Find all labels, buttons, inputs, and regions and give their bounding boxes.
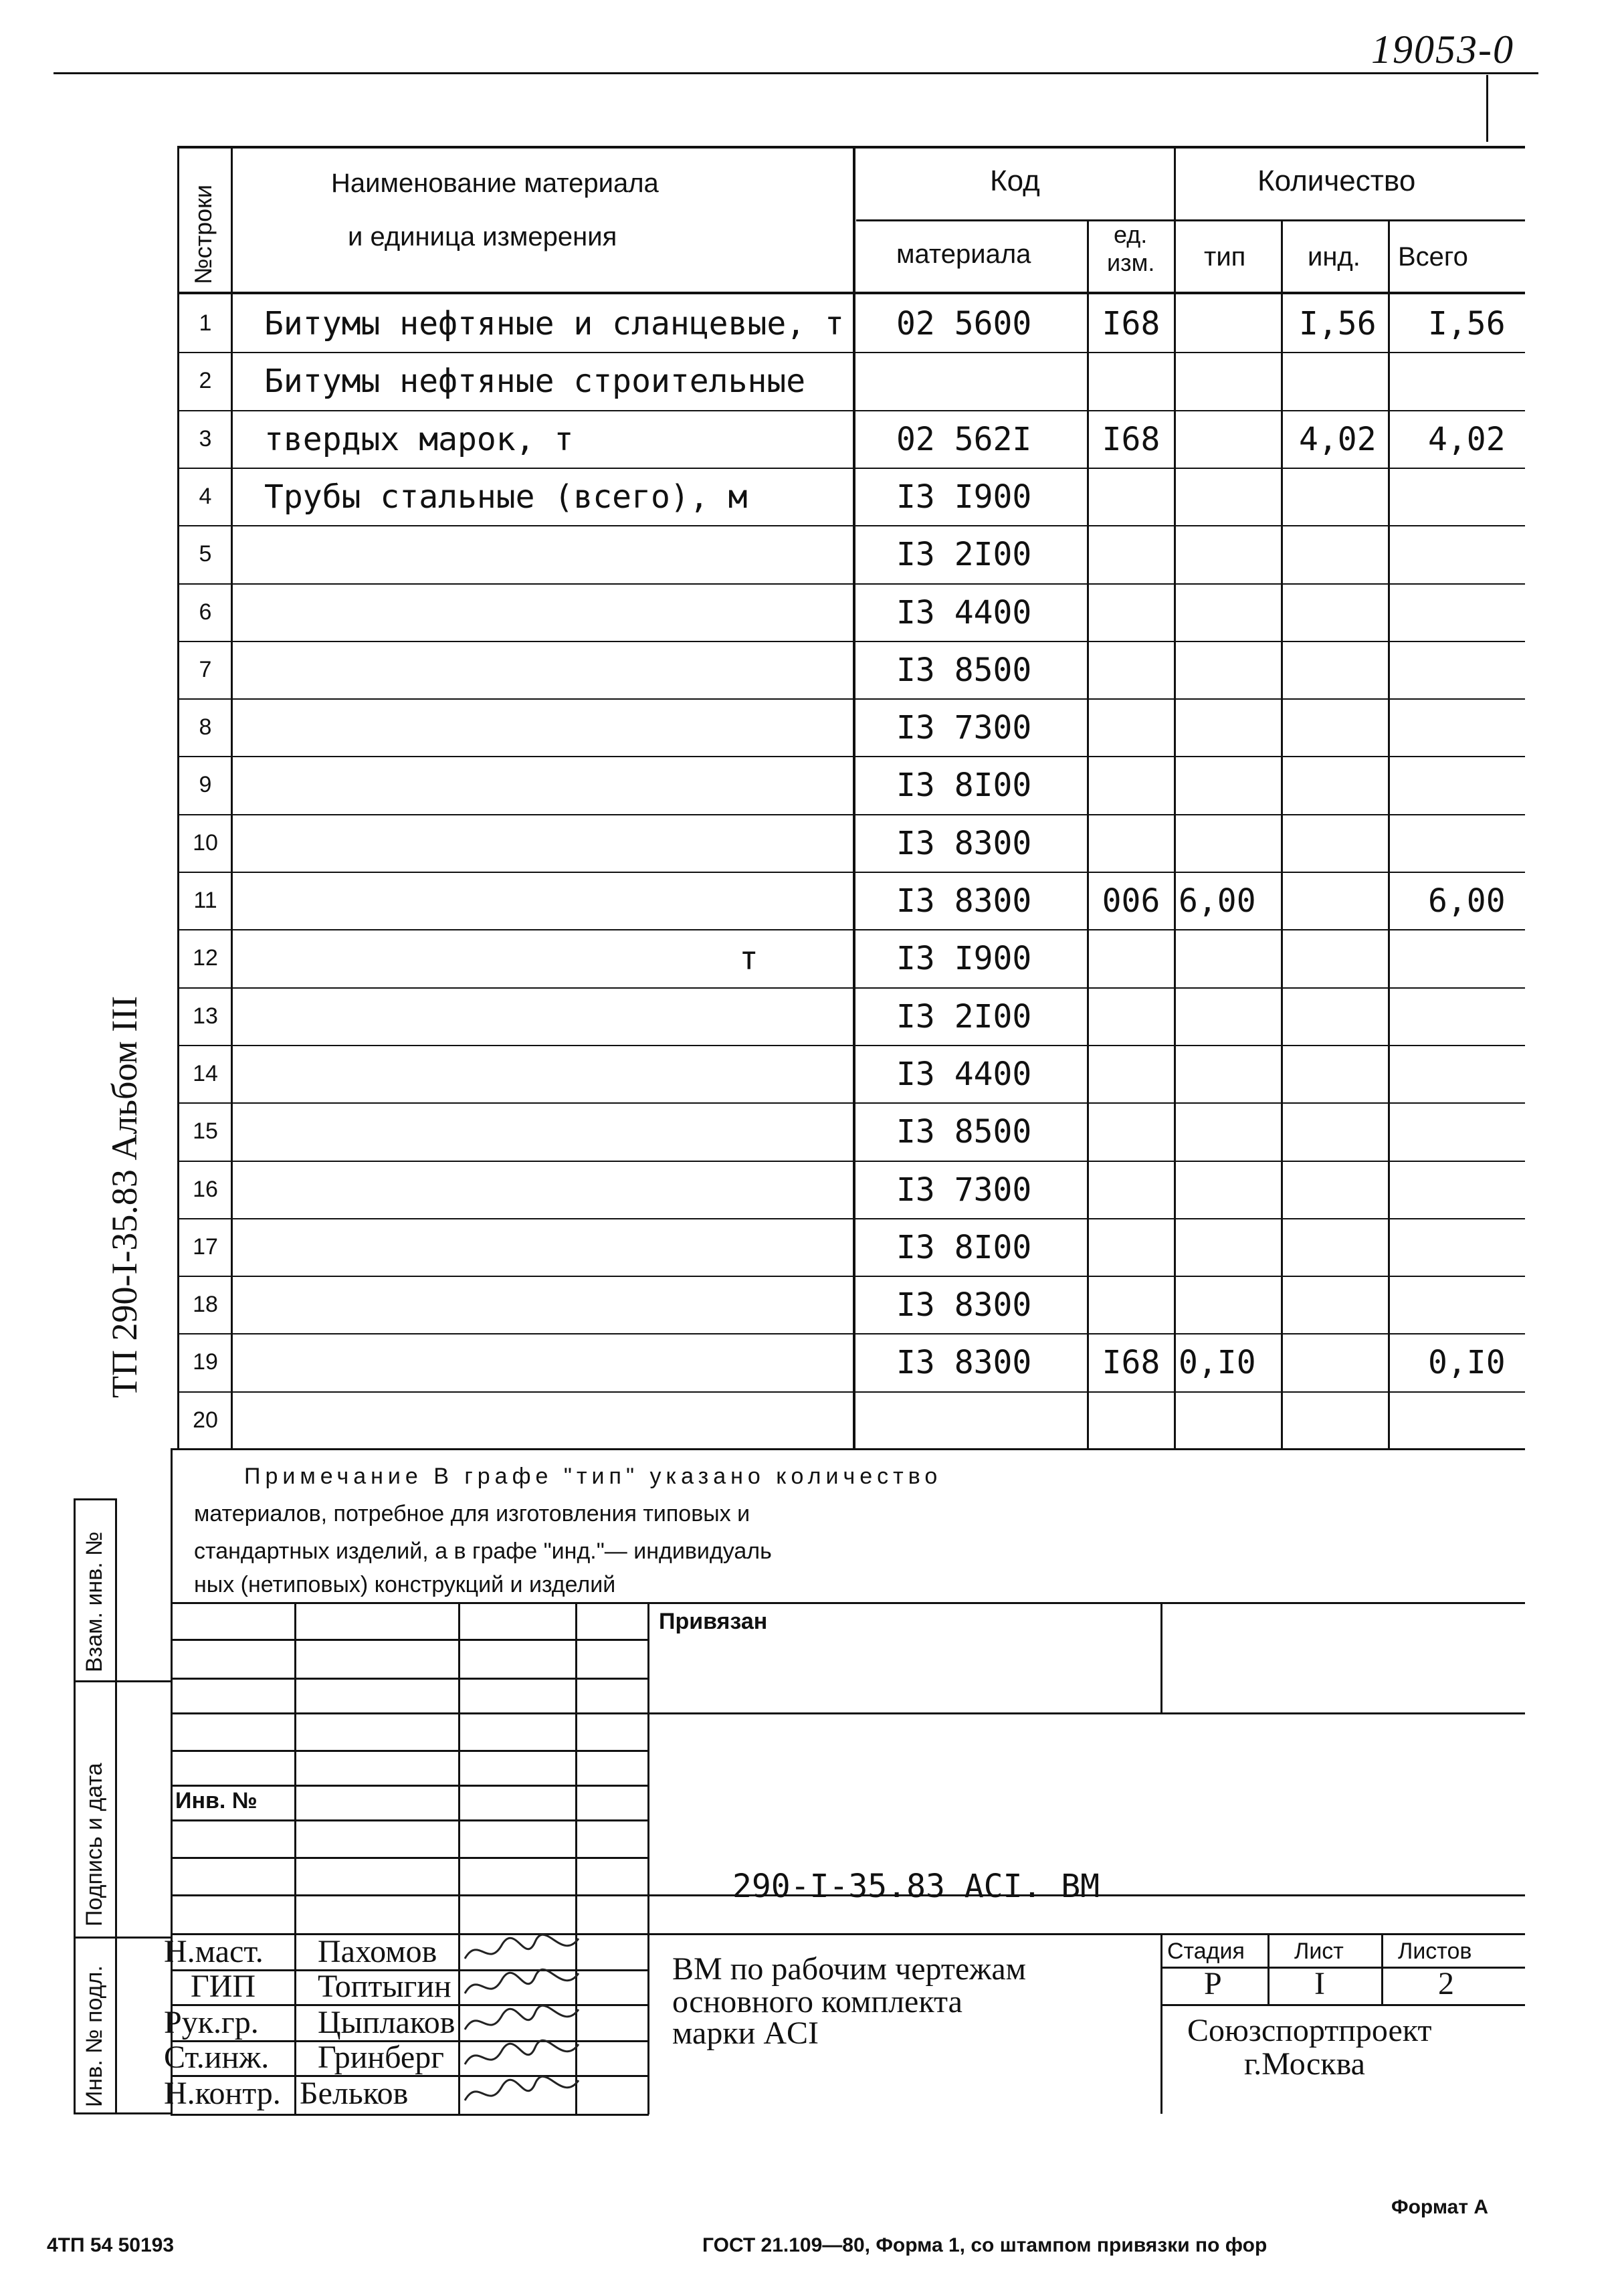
row-number: 7 — [199, 657, 212, 682]
material-code: I3 8300 — [896, 882, 1032, 920]
row-number: 16 — [193, 1177, 218, 1202]
material-name-header-2: и единица измерения — [348, 222, 617, 252]
stage-value: Р — [1204, 1966, 1222, 2001]
signer-name: Цыплаков — [318, 2005, 455, 2040]
row-divider — [177, 641, 1525, 642]
qty-total: 4,02 — [1428, 421, 1506, 458]
document-number: 19053-0 — [1371, 27, 1514, 72]
qty-ind: 4,02 — [1299, 421, 1377, 458]
row-number: 9 — [199, 772, 212, 797]
code-unit-header-1: ед. — [1114, 221, 1148, 248]
signer-role: Н.маст. — [164, 1934, 264, 1969]
row-divider — [177, 987, 1525, 989]
footer-format: Формат А — [1391, 2196, 1489, 2218]
stage-label: Стадия — [1167, 1939, 1245, 1964]
qty-ind: I,56 — [1299, 305, 1377, 342]
row-number: 5 — [199, 541, 212, 567]
sheet-value: I — [1314, 1966, 1325, 2001]
row-number: 15 — [193, 1118, 218, 1144]
qty-ind-header: инд. — [1308, 242, 1360, 272]
row-divider — [177, 525, 1525, 526]
material-code: I3 7300 — [896, 1171, 1032, 1209]
material-code: 02 5600 — [896, 305, 1032, 342]
row-number: 20 — [193, 1407, 218, 1433]
sheets-label: Листов — [1398, 1939, 1472, 1964]
row-divider — [177, 1161, 1525, 1162]
row-divider — [177, 872, 1525, 873]
qty-type: 0,I0 — [1179, 1344, 1256, 1381]
material-name-header-1: Наименование материала — [331, 169, 659, 198]
note-line-2: материалов, потребное для изготовления типовых и — [194, 1501, 750, 1526]
stamp-title-1: ВМ по рабочим чертежам — [672, 1951, 1027, 1987]
row-divider — [177, 1333, 1525, 1334]
signer-name: Пахомов — [318, 1934, 437, 1969]
material-name: Битумы нефтяные и сланцевые, т — [264, 305, 844, 342]
row-number: 8 — [199, 714, 212, 740]
sheets-value: 2 — [1438, 1966, 1454, 2001]
stamp-title-3: марки ACI — [672, 2015, 819, 2051]
unit-code: 006 — [1102, 882, 1160, 920]
material-code: I3 4400 — [896, 1056, 1032, 1093]
document-code: 290-I-35.83 ACI. BM — [732, 1868, 1100, 1905]
material-code: I3 I900 — [896, 478, 1032, 516]
signer-role: Ст.инж. — [164, 2040, 270, 2075]
row-number: 4 — [199, 484, 212, 509]
privyazan-label: Привязан — [659, 1609, 768, 1634]
code-unit-header-2: изм. — [1107, 249, 1155, 276]
qty-total-header: Всего — [1398, 242, 1468, 272]
material-code: I3 2I00 — [896, 998, 1032, 1035]
code-header: Код — [990, 165, 1040, 197]
row-number: 2 — [199, 368, 212, 393]
material-code: I3 8300 — [896, 825, 1032, 862]
row-divider — [177, 929, 1525, 930]
row-number: 12 — [193, 945, 218, 971]
material-code: I3 2I00 — [896, 536, 1032, 573]
top-right-tick — [1486, 75, 1488, 142]
signature-scribble — [462, 2038, 582, 2078]
material-code: I3 I900 — [896, 940, 1032, 977]
row-divider — [177, 1045, 1525, 1046]
note-line-4: ных (нетиповых) конструкций и изделий — [194, 1572, 616, 1597]
code-material-header: материала — [896, 239, 1031, 269]
top-rule — [54, 72, 1538, 74]
material-code: I3 8I00 — [896, 767, 1032, 804]
unit-code: I68 — [1102, 305, 1160, 342]
row-number: 10 — [193, 830, 218, 856]
note-text-1: Примечание В графе "тип" указано количество — [244, 1464, 942, 1489]
row-number-header: №строки — [189, 184, 217, 284]
signature-date-label: Подпись и дата — [82, 1763, 107, 1926]
row-number: 6 — [199, 599, 212, 625]
note-line-3: стандартных изделий, а в графе "инд."— индивидуаль — [194, 1539, 772, 1564]
row-divider — [177, 583, 1525, 585]
row-number: 19 — [193, 1349, 218, 1375]
row-divider — [177, 410, 1525, 411]
material-code: I3 8I00 — [896, 1229, 1032, 1266]
signature-scribble — [462, 2074, 582, 2114]
row-number: 17 — [193, 1234, 218, 1260]
signer-name: Гринберг — [318, 2040, 444, 2075]
signature-scribble — [462, 1967, 582, 2007]
signer-role: ГИП — [191, 1969, 256, 2004]
row-number: 1 — [199, 310, 212, 336]
material-code: I3 8300 — [896, 1344, 1032, 1381]
signer-role: Рук.гр. — [164, 2005, 259, 2040]
footer-gost: ГОСТ 21.109—80, Форма 1, со штампом привязки по фор — [702, 2234, 1267, 2256]
qty-total: 6,00 — [1428, 882, 1506, 920]
material-code: I3 8500 — [896, 652, 1032, 689]
sheet-label: Лист — [1294, 1939, 1344, 1964]
row-number: 11 — [193, 888, 217, 913]
row-divider — [177, 1276, 1525, 1277]
row-divider — [177, 1391, 1525, 1393]
material-name: твердых марок, т — [264, 421, 574, 458]
row-divider — [177, 1218, 1525, 1219]
unit-code: I68 — [1102, 421, 1160, 458]
qty-type: 6,00 — [1179, 882, 1256, 920]
qty-total: I,56 — [1428, 305, 1506, 342]
signature-scribble — [462, 1932, 582, 1972]
signature-scribble — [462, 2003, 582, 2043]
vzam-inv-label: Взам. инв. № — [82, 1531, 107, 1672]
row-divider — [177, 698, 1525, 700]
material-code: I3 4400 — [896, 594, 1032, 631]
row-divider — [177, 468, 1525, 469]
qty-type-header: тип — [1204, 242, 1246, 272]
material-code: 02 562I — [896, 421, 1032, 458]
row-divider — [177, 756, 1525, 757]
organization-name: Союзспортпроект — [1187, 2013, 1432, 2048]
material-code: I3 8500 — [896, 1113, 1032, 1151]
album-label: ТП 290-I-35.83 Альбом III — [104, 995, 144, 1398]
inv-podl-label: Инв. № подл. — [82, 1965, 107, 2107]
row-divider — [177, 1102, 1525, 1104]
stamp-title-2: основного комплекта — [672, 1984, 962, 2019]
row-number: 14 — [193, 1061, 218, 1086]
signer-name: Топтыгин — [318, 1969, 451, 2004]
row-number: 13 — [193, 1003, 218, 1029]
organization-city: г.Москва — [1244, 2046, 1365, 2082]
inv-no-label: Инв. № — [175, 1788, 258, 1813]
unit-code: I68 — [1102, 1344, 1160, 1381]
note-line-1 — [244, 1464, 942, 1490]
material-code: I3 8300 — [896, 1286, 1032, 1324]
material-name: Трубы стальные (всего), м — [264, 478, 748, 516]
quantity-header: Количество — [1257, 165, 1416, 197]
material-name: т — [739, 940, 758, 977]
signer-name: Бельков — [300, 2076, 409, 2111]
qty-total: 0,I0 — [1428, 1344, 1506, 1381]
row-number: 18 — [193, 1292, 218, 1317]
row-number: 3 — [199, 426, 212, 452]
row-divider — [177, 352, 1525, 353]
signer-role: Н.контр. — [164, 2076, 281, 2111]
material-code: I3 7300 — [896, 709, 1032, 747]
material-name: Битумы нефтяные строительные — [264, 363, 806, 400]
row-divider — [177, 814, 1525, 815]
footer-left: 4ТП 54 50193 — [47, 2234, 175, 2256]
